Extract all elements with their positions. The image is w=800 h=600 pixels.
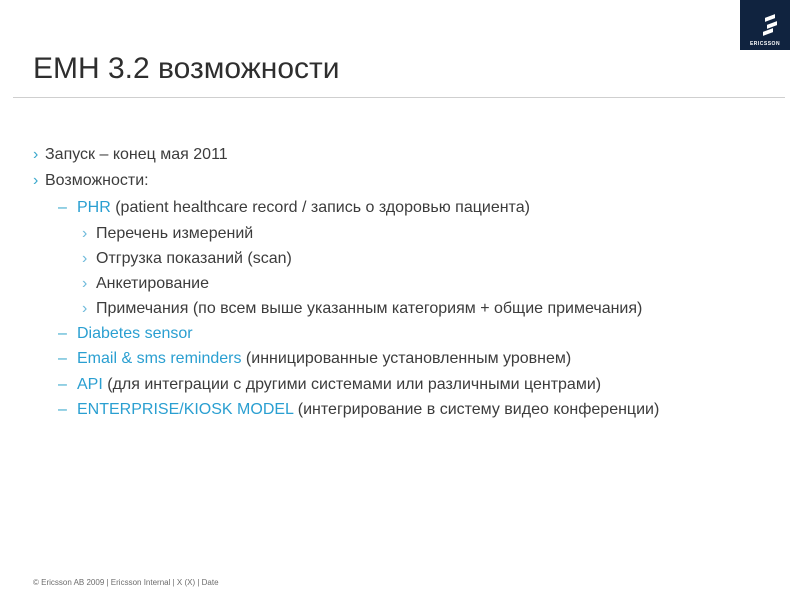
bullet-item-level-2	[58, 401, 659, 419]
bullet-text: Перечень измерений	[96, 225, 254, 242]
footer-text: © Ericsson AB 2009 | Ericsson Internal | X (X) | Date	[33, 578, 219, 587]
bullet-highlight: Email & sms reminders	[77, 350, 242, 367]
bullet-marker: ›	[33, 146, 39, 163]
bullet-marker: ›	[82, 300, 88, 317]
bullet-item-level-3	[82, 275, 209, 293]
bullet-item-level-3	[82, 300, 642, 318]
bullet-marker: –	[58, 350, 67, 367]
bullet-item-level-2	[58, 325, 193, 343]
bullet-highlight: Diabetes sensor	[77, 325, 193, 342]
bullet-highlight: API	[77, 376, 103, 393]
bullet-text: Запуск – конец мая 2011	[45, 146, 228, 163]
bullet-highlight: ENTERPRISE/KIOSK MODEL	[77, 401, 294, 418]
bullet-marker: ›	[33, 172, 39, 189]
bullet-marker: –	[58, 199, 67, 216]
bullet-marker: –	[58, 325, 67, 342]
bullet-text: (для интеграции с другими системами или различными центрами)	[102, 376, 602, 393]
bullet-text: Анкетирование	[96, 275, 210, 292]
bullet-text: Отгрузка показаний (scan)	[96, 250, 292, 267]
bullet-marker: ›	[82, 225, 88, 242]
bullet-item-level-2	[58, 350, 571, 368]
bullet-highlight: PHR	[77, 199, 111, 216]
bullet-item-level-3	[82, 250, 292, 268]
ericsson-logo-text: ERICSSON	[749, 41, 781, 47]
bullet-text: (patient healthcare record / запись о здоровью пациента)	[110, 199, 530, 216]
bullet-marker: ›	[82, 275, 88, 292]
bullet-text: (инницированные установленным уровнем)	[241, 350, 572, 367]
bullet-text: (интегрирование в систему видео конференции)	[293, 401, 660, 418]
bullet-item-level-3	[82, 225, 253, 243]
bullet-marker: ›	[82, 250, 88, 267]
bullet-marker: –	[58, 401, 67, 418]
bullet-item-level-1	[33, 146, 228, 164]
bullet-item-level-1	[33, 172, 149, 190]
bullet-text: Примечания (по всем выше указанным категориям + общие примечания)	[96, 300, 643, 317]
bullet-marker: –	[58, 376, 67, 393]
slide-title: EMH 3.2 возможности	[33, 52, 340, 85]
bullet-item-level-2	[58, 199, 530, 217]
bullet-text: Возможности:	[45, 172, 149, 189]
bullet-item-level-2	[58, 376, 601, 394]
